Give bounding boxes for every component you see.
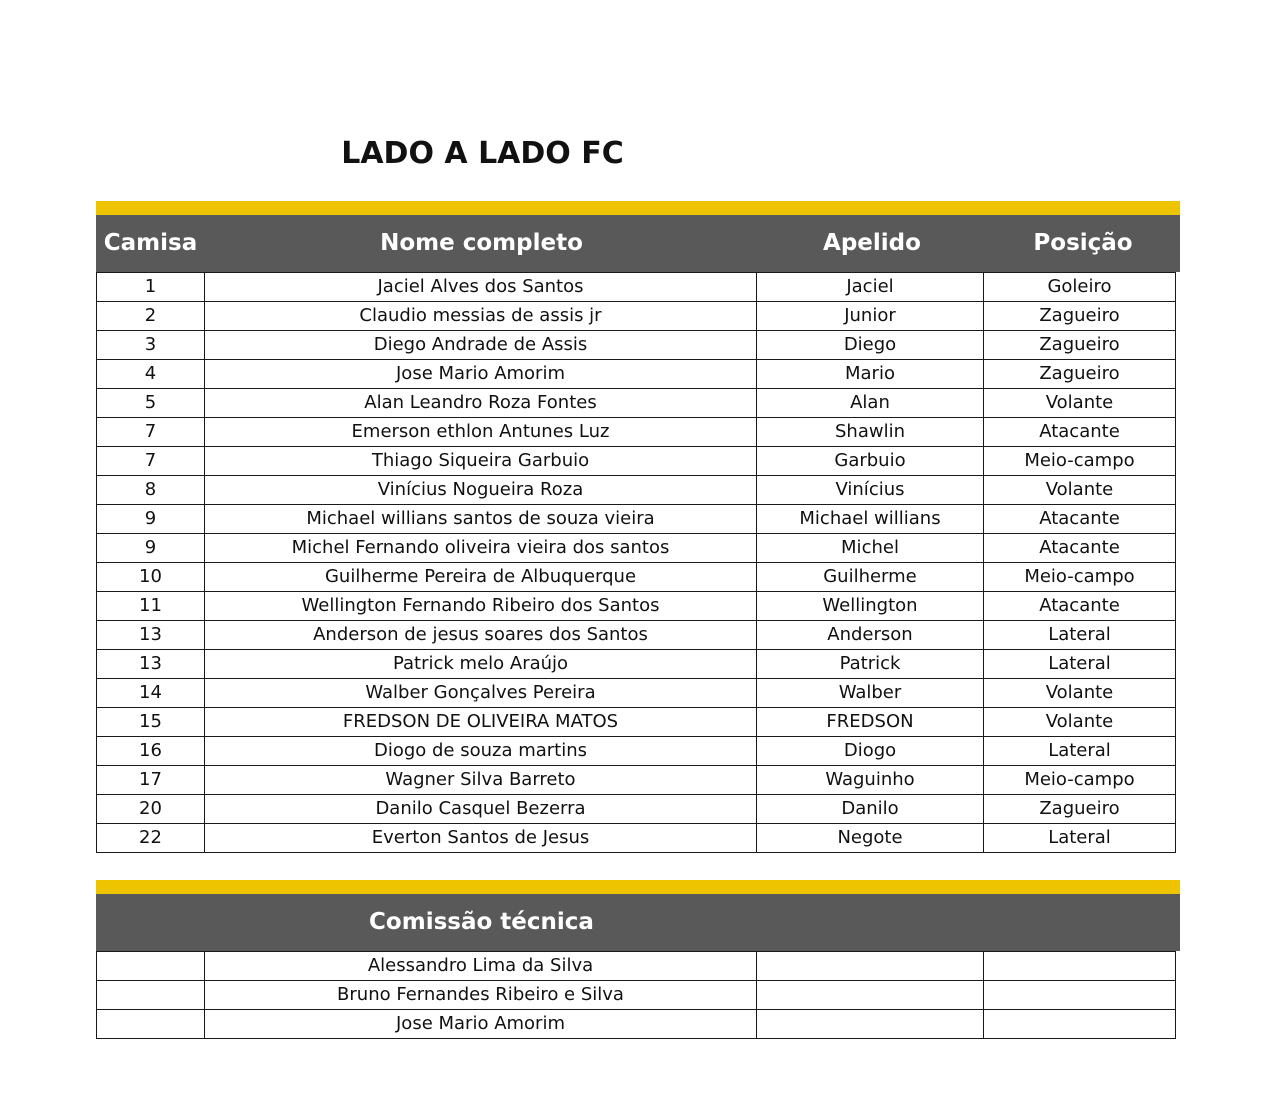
cell-apelido: Garbuio <box>757 447 984 476</box>
cell-apelido <box>757 981 984 1010</box>
cell-nome: Patrick melo Araújo <box>205 650 757 679</box>
cell-posicao: Goleiro <box>984 273 1176 302</box>
table-row <box>97 708 1176 737</box>
cell-apelido: Diego <box>757 331 984 360</box>
header-apelido: Apelido <box>823 230 921 256</box>
staff-row <box>97 1010 1176 1039</box>
table-row <box>97 650 1176 679</box>
cell-apelido: Michael willians <box>757 505 984 534</box>
cell-camisa: 9 <box>97 505 205 534</box>
cell-nome: Wellington Fernando Ribeiro dos Santos <box>205 592 757 621</box>
cell-posicao: Zagueiro <box>984 360 1176 389</box>
cell-camisa <box>97 952 205 981</box>
cell-posicao: Lateral <box>984 650 1176 679</box>
cell-nome: Claudio messias de assis jr <box>205 302 757 331</box>
roster-accent-bar <box>96 201 1180 215</box>
cell-apelido: Danilo <box>757 795 984 824</box>
cell-posicao: Meio-campo <box>984 766 1176 795</box>
cell-camisa: 9 <box>97 534 205 563</box>
table-row <box>97 447 1176 476</box>
cell-camisa: 3 <box>97 331 205 360</box>
cell-apelido: Negote <box>757 824 984 853</box>
cell-nome: Guilherme Pereira de Albuquerque <box>205 563 757 592</box>
table-row <box>97 505 1176 534</box>
table-row <box>97 273 1176 302</box>
table-row <box>97 563 1176 592</box>
cell-posicao: Zagueiro <box>984 331 1176 360</box>
table-row <box>97 795 1176 824</box>
cell-apelido: Patrick <box>757 650 984 679</box>
cell-apelido: Anderson <box>757 621 984 650</box>
staff-row <box>97 981 1176 1010</box>
cell-apelido <box>757 952 984 981</box>
cell-apelido: Diogo <box>757 737 984 766</box>
cell-camisa: 14 <box>97 679 205 708</box>
cell-nome: Diogo de souza martins <box>205 737 757 766</box>
table-row <box>97 360 1176 389</box>
cell-apelido: Alan <box>757 389 984 418</box>
cell-apelido: Wellington <box>757 592 984 621</box>
cell-nome: Everton Santos de Jesus <box>205 824 757 853</box>
cell-posicao: Zagueiro <box>984 795 1176 824</box>
cell-posicao: Volante <box>984 389 1176 418</box>
cell-camisa: 11 <box>97 592 205 621</box>
cell-nome: Alessandro Lima da Silva <box>205 952 757 981</box>
cell-posicao: Lateral <box>984 621 1176 650</box>
cell-camisa: 22 <box>97 824 205 853</box>
cell-nome: Wagner Silva Barreto <box>205 766 757 795</box>
cell-apelido: Shawlin <box>757 418 984 447</box>
cell-nome: Jose Mario Amorim <box>205 1010 757 1039</box>
cell-apelido: Jaciel <box>757 273 984 302</box>
cell-posicao: Meio-campo <box>984 447 1176 476</box>
cell-nome: Bruno Fernandes Ribeiro e Silva <box>205 981 757 1010</box>
cell-posicao <box>984 1010 1176 1039</box>
cell-nome: Vinícius Nogueira Roza <box>205 476 757 505</box>
cell-camisa <box>97 981 205 1010</box>
cell-camisa: 1 <box>97 273 205 302</box>
cell-camisa: 16 <box>97 737 205 766</box>
cell-posicao: Atacante <box>984 592 1176 621</box>
staff-row <box>97 952 1176 981</box>
cell-camisa: 5 <box>97 389 205 418</box>
table-row <box>97 302 1176 331</box>
cell-nome: Alan Leandro Roza Fontes <box>205 389 757 418</box>
table-row <box>97 592 1176 621</box>
cell-camisa: 17 <box>97 766 205 795</box>
cell-nome: Diego Andrade de Assis <box>205 331 757 360</box>
header-nome-completo: Nome completo <box>380 230 583 256</box>
table-row <box>97 476 1176 505</box>
cell-posicao: Zagueiro <box>984 302 1176 331</box>
staff-header-label: Comissão técnica <box>369 909 594 935</box>
cell-apelido: Mario <box>757 360 984 389</box>
cell-apelido: Guilherme <box>757 563 984 592</box>
roster-header <box>96 215 1180 272</box>
header-camisa: Camisa <box>103 230 198 256</box>
table-row <box>97 534 1176 563</box>
staff-accent-bar <box>96 880 1180 894</box>
cell-camisa: 10 <box>97 563 205 592</box>
cell-apelido: Michel <box>757 534 984 563</box>
cell-nome: Jaciel Alves dos Santos <box>205 273 757 302</box>
table-row <box>97 418 1176 447</box>
table-row <box>97 824 1176 853</box>
cell-camisa: 13 <box>97 621 205 650</box>
cell-posicao <box>984 952 1176 981</box>
cell-camisa: 8 <box>97 476 205 505</box>
cell-apelido: Waguinho <box>757 766 984 795</box>
header-posicao: Posição <box>1033 230 1133 256</box>
cell-nome: FREDSON DE OLIVEIRA MATOS <box>205 708 757 737</box>
staff-table <box>96 951 1176 1039</box>
cell-posicao: Volante <box>984 476 1176 505</box>
table-row <box>97 679 1176 708</box>
cell-camisa: 13 <box>97 650 205 679</box>
cell-posicao: Meio-campo <box>984 563 1176 592</box>
cell-camisa: 2 <box>97 302 205 331</box>
cell-nome: Jose Mario Amorim <box>205 360 757 389</box>
cell-posicao: Lateral <box>984 737 1176 766</box>
cell-nome: Emerson ethlon Antunes Luz <box>205 418 757 447</box>
cell-posicao: Atacante <box>984 418 1176 447</box>
table-row <box>97 621 1176 650</box>
cell-posicao: Volante <box>984 708 1176 737</box>
cell-nome: Walber Gonçalves Pereira <box>205 679 757 708</box>
table-row <box>97 331 1176 360</box>
cell-camisa: 4 <box>97 360 205 389</box>
cell-camisa: 7 <box>97 447 205 476</box>
team-title: LADO A LADO FC <box>341 136 624 171</box>
table-row <box>97 737 1176 766</box>
cell-posicao <box>984 981 1176 1010</box>
cell-apelido: FREDSON <box>757 708 984 737</box>
cell-posicao: Atacante <box>984 534 1176 563</box>
table-row <box>97 389 1176 418</box>
cell-apelido: Walber <box>757 679 984 708</box>
cell-nome: Danilo Casquel Bezerra <box>205 795 757 824</box>
cell-posicao: Volante <box>984 679 1176 708</box>
cell-camisa: 15 <box>97 708 205 737</box>
cell-camisa: 20 <box>97 795 205 824</box>
cell-nome: Michel Fernando oliveira vieira dos santos <box>205 534 757 563</box>
cell-nome: Thiago Siqueira Garbuio <box>205 447 757 476</box>
cell-camisa <box>97 1010 205 1039</box>
table-row <box>97 766 1176 795</box>
cell-nome: Anderson de jesus soares dos Santos <box>205 621 757 650</box>
cell-posicao: Atacante <box>984 505 1176 534</box>
cell-apelido <box>757 1010 984 1039</box>
cell-apelido: Junior <box>757 302 984 331</box>
cell-camisa: 7 <box>97 418 205 447</box>
staff-header <box>96 894 1180 951</box>
roster-table <box>96 272 1176 853</box>
cell-posicao: Lateral <box>984 824 1176 853</box>
cell-nome: Michael willians santos de souza vieira <box>205 505 757 534</box>
cell-apelido: Vinícius <box>757 476 984 505</box>
